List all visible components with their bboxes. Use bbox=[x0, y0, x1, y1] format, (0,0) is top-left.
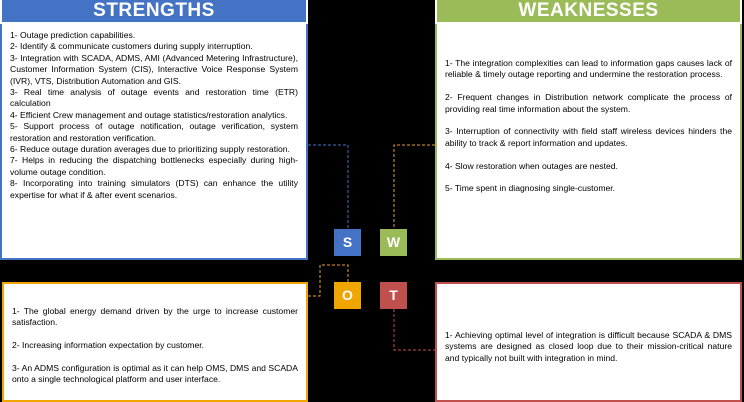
strength-item: 5- Support process of outage notification, outage verification, system restoration and restoration verification. bbox=[10, 121, 298, 143]
strength-item: 7- Helps in reducing the dispatching bottlenecks especially during high-volume outage condition. bbox=[10, 155, 298, 177]
opportunity-item: 1- The global energy demand driven by the urge to increase customer satisfaction. bbox=[12, 306, 298, 328]
swot-tile-s: S bbox=[334, 229, 361, 256]
strengths-box bbox=[0, 22, 308, 260]
strength-item: 3- Integration with SCADA, ADMS, AMI (Advanced Metering Infrastructure), Customer Information System (CIS), Interactive Voice Response System (IVR), VTS, Distribution Automation and GIS. bbox=[10, 52, 298, 86]
strength-item: 4- Efficient Crew management and outage statistics/restoration analytics. bbox=[10, 109, 288, 120]
swot-tile-w: W bbox=[380, 229, 407, 256]
weaknesses-box bbox=[435, 22, 742, 260]
strength-item: 8- Incorporating into training simulators (DTS) can enhance the utility expertise for what if & after event scenarios. bbox=[10, 178, 298, 200]
connector-s bbox=[308, 145, 348, 229]
opportunity-item: 3- An ADMS configuration is optimal as it can help OMS, DMS and SCADA onto a single technological platform and user interface. bbox=[12, 363, 298, 385]
weakness-item: 4- Slow restoration when outages are nested. bbox=[445, 160, 618, 171]
threats-box bbox=[435, 282, 742, 402]
strengths-header: STRENGTHS bbox=[0, 0, 308, 24]
weakness-item: 5- Time spent in diagnosing single-customer. bbox=[445, 183, 616, 194]
weakness-item: 2- Frequent changes in Distribution network complicate the process of providing real time information about the system. bbox=[445, 92, 732, 114]
strength-item: 1- Outage prediction capabilities. bbox=[10, 30, 136, 40]
swot-tile-t: T bbox=[380, 282, 407, 309]
weakness-item: 3- Interruption of connectivity with field staff wireless devices hinders the ability to track & report information and updates. bbox=[445, 126, 732, 148]
connector-t bbox=[394, 309, 435, 350]
threat-item: 1- Achieving optimal level of integration is difficult because SCADA & DMS systems are designed as closed loop due to their mission-critical nature and typically not built with integration in mind. bbox=[445, 330, 732, 363]
strength-item: 3- Real time analysis of outage events and restoration time (ETR) calculation bbox=[10, 87, 298, 109]
connector-w bbox=[394, 145, 435, 229]
strength-item: 2- Identify & communicate customers during supply interruption. bbox=[10, 41, 253, 52]
opportunity-item: 2- Increasing information expectation by customer. bbox=[12, 340, 205, 351]
weaknesses-header: WEAKNESSES bbox=[435, 0, 742, 24]
strength-item: 6- Reduce outage duration averages due to prioritizing supply restoration. bbox=[10, 144, 290, 155]
opportunities-box bbox=[2, 282, 308, 402]
swot-tile-o: O bbox=[334, 282, 361, 309]
weakness-item: 1- The integration complexities can lead to information gaps causes lack of reliable & timely outage reporting and undermine the restoration process. bbox=[445, 58, 732, 80]
